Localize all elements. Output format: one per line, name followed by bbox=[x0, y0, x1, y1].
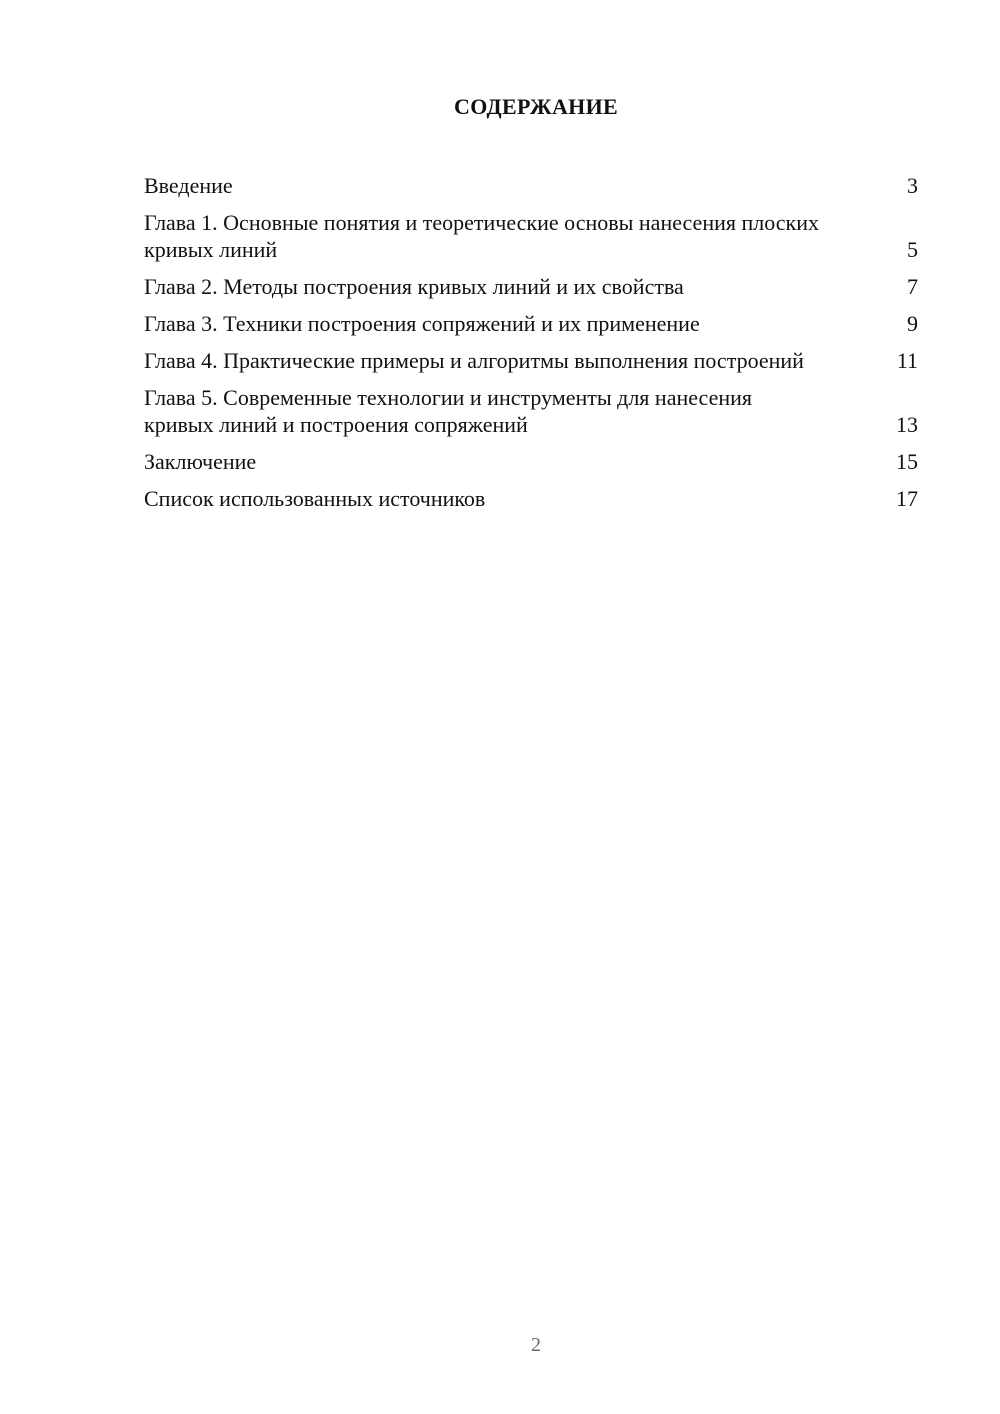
toc-entry-text: Список использованных источников bbox=[144, 486, 486, 511]
toc-entry-text: Заключение bbox=[144, 449, 257, 474]
toc-title: СОДЕРЖАНИЕ bbox=[454, 94, 618, 119]
page-number: 2 bbox=[531, 1334, 541, 1356]
toc-entry-chapter-1 bbox=[144, 209, 918, 263]
toc-entry-chapter-3 bbox=[144, 310, 918, 337]
toc-entry-text: Введение bbox=[144, 173, 233, 198]
toc-entry-conclusion bbox=[144, 448, 918, 475]
toc-entry-page: 17 bbox=[896, 486, 918, 511]
toc-entry-introduction bbox=[144, 172, 918, 199]
toc-entry-page: 7 bbox=[907, 274, 918, 299]
toc-entry-page: 9 bbox=[907, 311, 918, 336]
toc-entry-chapter-4 bbox=[144, 347, 918, 374]
toc-entry-chapter-2 bbox=[144, 273, 918, 300]
table-of-contents bbox=[144, 172, 918, 522]
toc-entry-page: 11 bbox=[896, 348, 918, 373]
toc-entry-text: Глава 2. Методы построения кривых линий и их свойства bbox=[144, 274, 684, 299]
toc-entry-page: 5 bbox=[907, 237, 918, 262]
toc-entry-text: Глава 4. Практические примеры и алгоритмы выполнения построений bbox=[144, 348, 804, 373]
toc-entry-page: 13 bbox=[896, 412, 918, 437]
toc-entry-text: Глава 5. Современные технологии и инструменты для нанесения кривых линий и построения сопряжений bbox=[144, 385, 753, 437]
toc-entry-chapter-5 bbox=[144, 384, 918, 438]
toc-entry-page: 3 bbox=[907, 173, 918, 198]
toc-entry-page: 15 bbox=[896, 449, 918, 474]
toc-entry-text: Глава 3. Техники построения сопряжений и их применение bbox=[144, 311, 700, 336]
toc-entry-references bbox=[144, 485, 918, 512]
toc-entry-text: Глава 1. Основные понятия и теоретические основы нанесения плоских кривых линий bbox=[144, 210, 820, 262]
